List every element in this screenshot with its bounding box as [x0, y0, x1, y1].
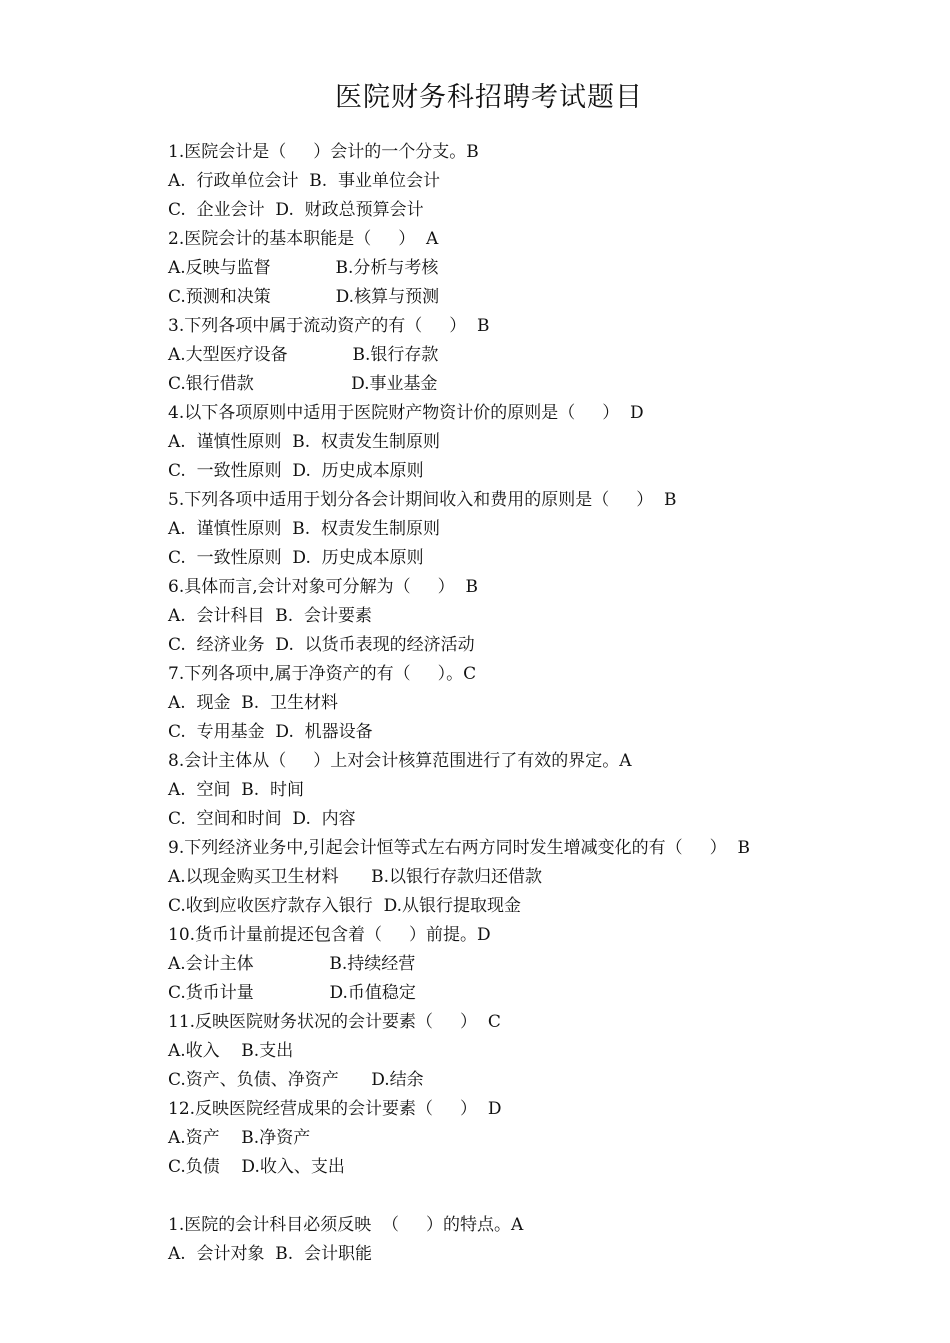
option-line: A. 空间 B. 时间 — [168, 780, 304, 800]
option-line: C. 一致性原则 D. 历史成本原则 — [168, 548, 424, 568]
option-line: A. 会计对象 B. 会计职能 — [168, 1244, 372, 1264]
question-line: 6.具体而言,会计对象可分解为（ ） B — [168, 577, 478, 597]
option-line: C. 企业会计 D. 财政总预算会计 — [168, 200, 424, 220]
question-line: 11.反映医院财务状况的会计要素（ ） C — [168, 1012, 501, 1032]
option-line: C. 经济业务 D. 以货币表现的经济活动 — [168, 635, 475, 655]
question-line: 5.下列各项中适用于划分各会计期间收入和费用的原则是（ ） B — [168, 490, 677, 510]
question-line: 12.反映医院经营成果的会计要素（ ） D — [168, 1099, 502, 1119]
question-line: 2.医院会计的基本职能是（ ） A — [168, 229, 439, 249]
option-line: A. 会计科目 B. 会计要素 — [168, 606, 372, 626]
question-line: 10.货币计量前提还包含着（ ）前提。D — [168, 925, 491, 945]
option-line: C. 空间和时间 D. 内容 — [168, 809, 356, 829]
option-line: A.以现金购买卫生材料 B.以银行存款归还借款 — [168, 867, 542, 887]
option-line: A.收入 B.支出 — [168, 1041, 294, 1061]
question-line: 1.医院会计是（ ）会计的一个分支。B — [168, 142, 479, 162]
option-line: C.收到应收医疗款存入银行 D.从银行提取现金 — [168, 896, 522, 916]
question-line: 4.以下各项原则中适用于医院财产物资计价的原则是（ ） D — [168, 403, 644, 423]
question-line: 9.下列经济业务中,引起会计恒等式左右两方同时发生增减变化的有（ ） B — [168, 838, 750, 858]
question-list — [168, 138, 928, 1269]
option-line: C. 一致性原则 D. 历史成本原则 — [168, 461, 424, 481]
option-line: A.会计主体 B.持续经营 — [168, 954, 416, 974]
option-line: C.预测和决策 D.核算与预测 — [168, 287, 440, 307]
question-line: 3.下列各项中属于流动资产的有（ ） B — [168, 316, 490, 336]
section-gap — [168, 1182, 928, 1211]
document-title: 医院财务科招聘考试题目 — [335, 82, 643, 113]
option-line: C. 专用基金 D. 机器设备 — [168, 722, 373, 742]
option-line: C.负债 D.收入、支出 — [168, 1157, 345, 1177]
option-line: A.大型医疗设备 B.银行存款 — [168, 345, 439, 365]
question-line: 8.会计主体从（ ）上对会计核算范围进行了有效的界定。A — [168, 751, 632, 771]
option-line: A. 行政单位会计 B. 事业单位会计 — [168, 171, 440, 191]
option-line: A.反映与监督 B.分析与考核 — [168, 258, 439, 278]
question-line: 7.下列各项中,属于净资产的有（ ）。C — [168, 664, 477, 684]
option-line: A. 谨慎性原则 B. 权责发生制原则 — [168, 432, 440, 452]
option-line: A. 谨慎性原则 B. 权责发生制原则 — [168, 519, 440, 539]
option-line: C.货币计量 D.币值稳定 — [168, 983, 416, 1003]
option-line: C.资产、负债、净资产 D.结余 — [168, 1070, 424, 1090]
option-line: C.银行借款 D.事业基金 — [168, 374, 438, 394]
option-line: A. 现金 B. 卫生材料 — [168, 693, 338, 713]
option-line: A.资产 B.净资产 — [168, 1128, 311, 1148]
question-line: 1.医院的会计科目必须反映 （ ）的特点。A — [168, 1215, 524, 1235]
